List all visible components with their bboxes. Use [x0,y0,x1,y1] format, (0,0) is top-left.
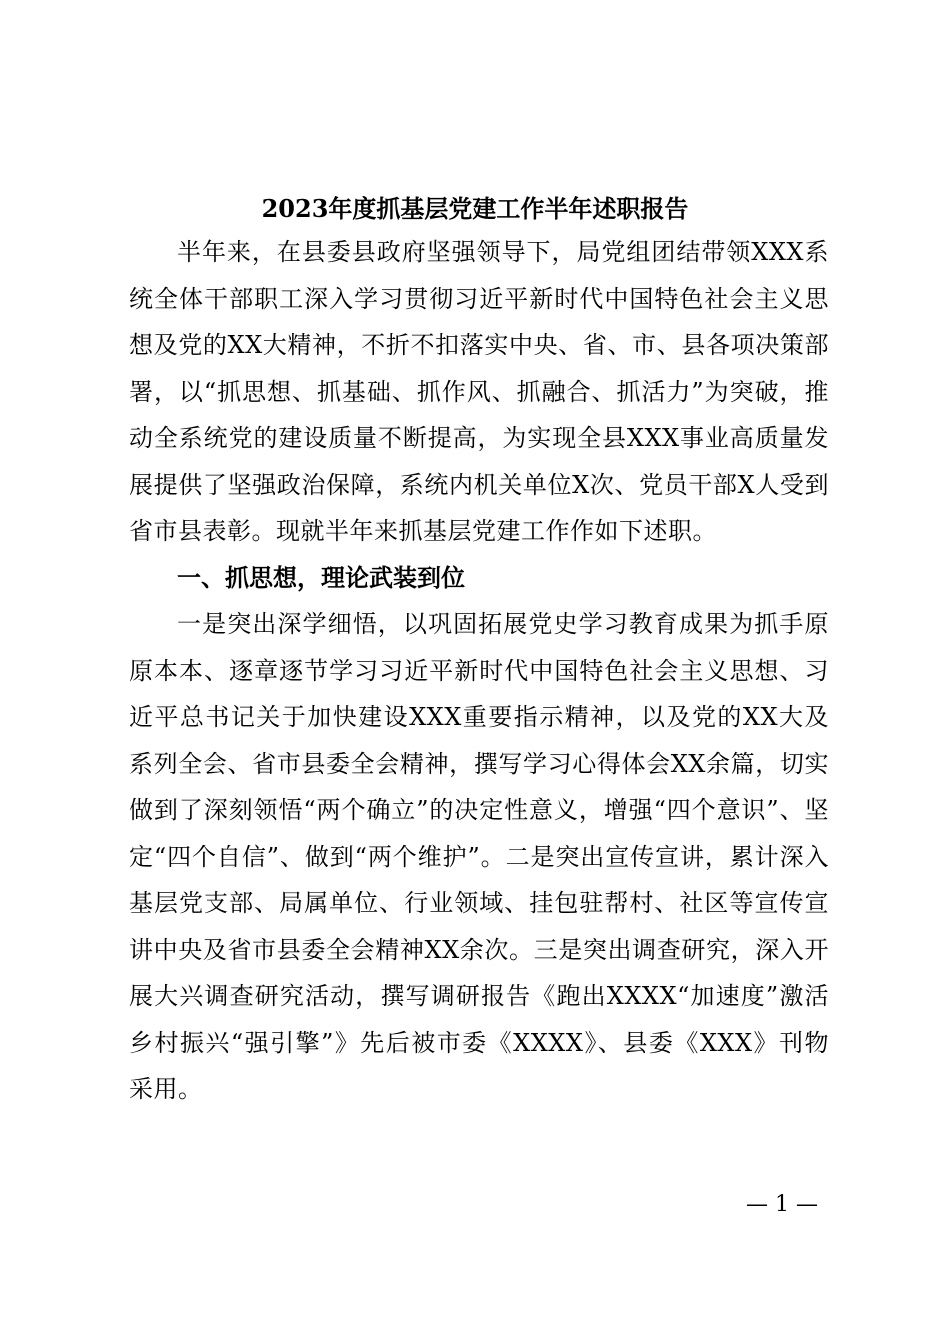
page-number: — 1 — [746,1192,818,1217]
section-1-paragraph: 一是突出深学细悟，以巩固拓展党史学习教育成果为抓手原原本本、逐章逐节学习习近平新时代中国特色社会主义思想、习近平总书记关于加快建设XXX重要指示精神，以及党的XX大及系列全会、省市县委全会精神，撰写学习心得体会XX余篇，切实做到了深刻领悟“两个确立”的决定性意义，增强“四个意识”、坚定“四个自信”、做到“两个维护”。二是突出宣传宣讲，累计深入基层党支部、局属单位、行业领域、挂包驻帮村、社区等宣传宣讲中央及省市县委全会精神XX余次。三是突出调查研究，深入开展大兴调查研究活动，撰写调研报告《跑出XXXX“加速度”激活乡村振兴“强引擎”》先后被市委《XXXX》、县委《XXX》刊物采用。 [129,610,829,1103]
document-title: 2023年度抓基层党建工作半年述职报告 [261,194,689,223]
section-heading-1: 一、抓思想，理论武装到位 [177,563,465,592]
intro-paragraph: 半年来，在县委县政府坚强领导下，局党组团结带领XXX系统全体干部职工深入学习贯彻习近平新时代中国特色社会主义思想及党的XX大精神，不折不扣落实中央、省、市、县各项决策部署，以“抓思想、抓基础、抓作风、抓融合、抓活力”为突破，推动全系统党的建设质量不断提高，为实现全县XXX事业高质量发展提供了坚强政治保障，系统内机关单位X次、党员干部X人受到省市县表彰。现就半年来抓基层党建工作作如下述职。 [129,238,829,545]
document-body [129,229,829,1113]
